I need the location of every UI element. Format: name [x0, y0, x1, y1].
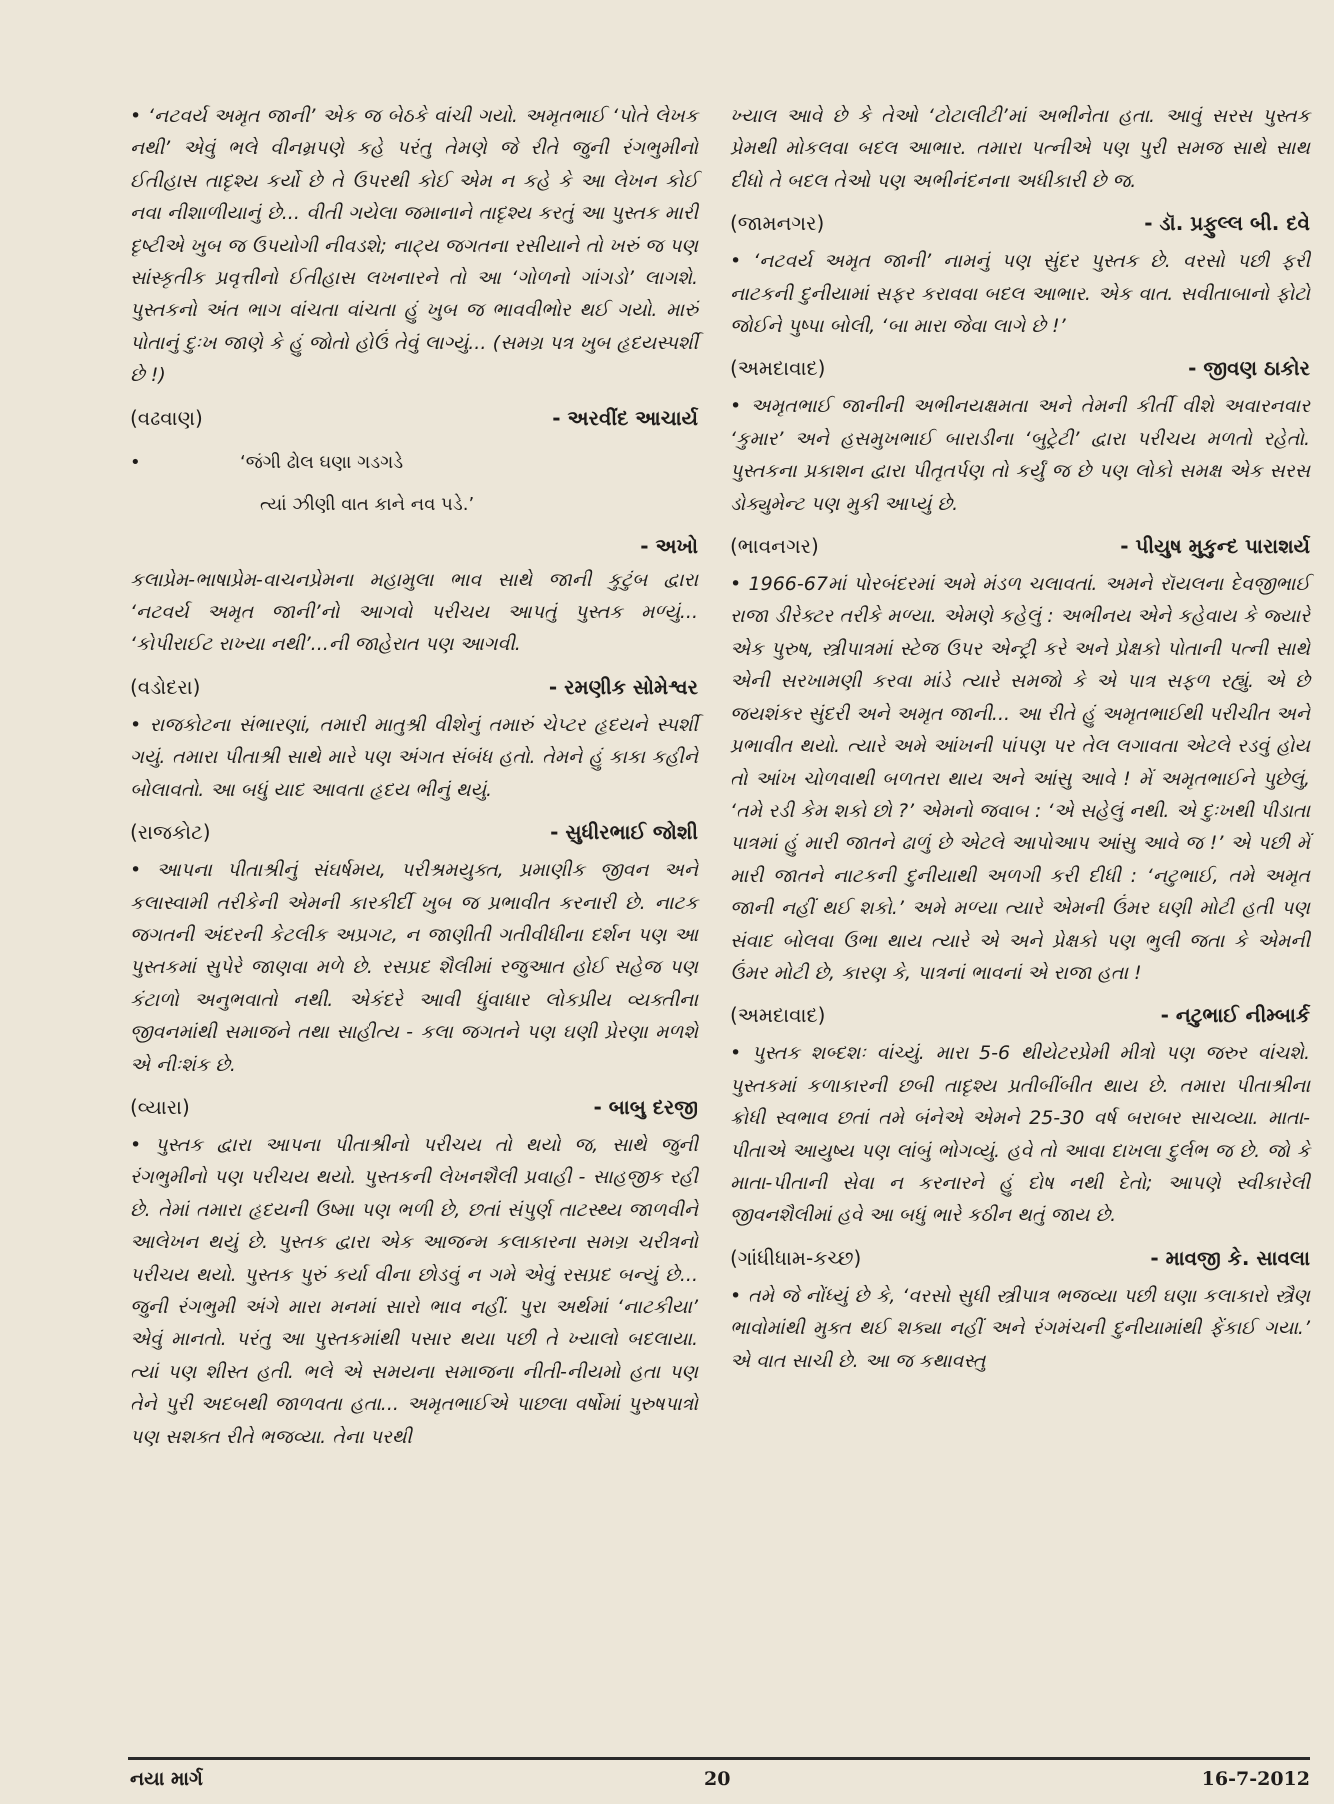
- letter-signature: [730, 209, 1310, 237]
- letter-paragraph: • તમે જે નોંધ્યું છે કે, ‘વરસો સુધી સ્ત્રીપાત્ર ભજવ્યા પછી ઘણા કલાકારો સ્ત્રૈણ ભાવોમાંથી મુક્ત થઈ શક્યા નહીં અને રંગમંચની દુનીયામાંથી ફેંકાઈ ગયા.’ એ વાત સાચી છે. આ જ કથાવસ્તુ: [730, 1284, 1310, 1372]
- page-number: 20: [704, 1768, 731, 1790]
- signature-place: (વ્યારા): [130, 1094, 190, 1119]
- signature-place: (વઢવાણ): [130, 405, 203, 430]
- letter-paragraph: • પુસ્તક શબ્દશઃ વાંચ્યું. મારા 5-6 થીયેટરપ્રેમી મીત્રો પણ જરુર વાંચશે. પુસ્તકમાં કળાકારની છબી તાદૃશ્ય પ્રતીબીંબીત થાય છે. તમારા પીતાશ્રીના ક્રોધી સ્વભાવ છતાં તમે બંનેએ એમને 25-30 વર્ષ બરાબર સાચવ્યા. માતા-પીતાએ આયુષ્ય પણ લાંબું ભોગવ્યું. હવે તો આવા દાખલા દુર્લભ જ છે. જો કે માતા-પીતાની સેવા ન કરનારને હું દોષ નથી દેતો; આપણે સ્વીકારેલી જીવનશૈલીમાં હવે આ બધું ભારે કઠીન થતું જાય છે.: [730, 1042, 1310, 1227]
- signature-name: - રમણીક સોમેશ્વર: [548, 674, 698, 699]
- poem-line: ત્યાં ઝીણી વાત કાને નવ પડે.’: [260, 493, 475, 515]
- letter-signature: [730, 1001, 1310, 1029]
- signature-name: - પીયુષ મુકુન્દ પારાશર્ય: [1120, 534, 1310, 559]
- signature-place: (ગાંધીધામ-કચ્છ): [730, 1245, 862, 1270]
- poem-bullet: •: [130, 451, 141, 473]
- signature-place: (જામનગર): [730, 211, 825, 236]
- poem-line: ‘જંગી ઢોલ ઘણા ગડગડે: [240, 451, 404, 473]
- issue-date: 16-7-2012: [1201, 1768, 1310, 1790]
- letter-signature: [730, 532, 1310, 560]
- letter-paragraph: ખ્યાલ આવે છે કે તેઓ ‘ટોટાલીટી’માં અભીનેતા હતા. આવું સરસ પુસ્તક પ્રેમથી મોકલવા બદલ આભાર. તમારા પત્નીએ પણ પુરી સમજ સાથે સાથ દીધો તે બદલ તેઓ પણ અભીનંદનના અધીકારી છે જ.: [730, 105, 1310, 192]
- signature-place: (અમદાવાદ): [730, 1003, 826, 1028]
- signature-name: - જીવણ ઠાકોર: [1188, 356, 1310, 381]
- signature-name: - બાબુ દરજી: [593, 1094, 698, 1119]
- letter-signature: [130, 818, 698, 846]
- letter-signature: [130, 673, 698, 701]
- signature-place: (રાજકોટ): [130, 820, 211, 845]
- signature-place: (ભાવનગર): [730, 534, 819, 559]
- publication-name: નયા માર્ગ: [130, 1768, 203, 1790]
- poem-signature: - અખો: [640, 533, 698, 558]
- poem-quote: [130, 442, 698, 526]
- letter-paragraph: • ‘નટવર્ય અમૃત જાની’ નામનું પણ સુંદર પુસ્તક છે. વરસો પછી ફરી નાટકની દુનીયામાં સફર કરાવવા બદલ આભાર. એક વાત. સવીતાબાનો ફોટો જોઈને પુષ્પા બોલી, ‘બા મારા જેવા લાગે છે !’: [730, 250, 1310, 338]
- left-column: [130, 100, 698, 1453]
- signature-place: (વડોદરા): [130, 674, 201, 699]
- signature-name: - માવજી કે. સાવલા: [1150, 1245, 1310, 1270]
- signature-place: (અમદાવાદ): [730, 356, 826, 381]
- letter-signature: [730, 354, 1310, 382]
- signature-name: - સુધીરભાઈ જોશી: [550, 820, 698, 845]
- page-footer: [130, 1768, 1310, 1794]
- footer-rule: [128, 1757, 1310, 1760]
- letter-paragraph: • પુસ્તક દ્વારા આપના પીતાશ્રીનો પરીચય તો થયો જ, સાથે જુની રંગભુમીનો પણ પરીચય થયો. પુસ્તકની લેખનશૈલી પ્રવાહી - સાહજીક રહી છે. તેમાં તમારા હૃદયની ઉષ્મા પણ ભળી છે, છતાં સંપુર્ણ તાટસ્થ્ય જાળવીને આલેખન થયું છે. પુસ્તક દ્વારા એક આજન્મ કલાકારના સમગ્ર ચરીત્રનો પરીચય થયો. પુસ્તક પુરું કર્યા વીના છોડવું ન ગમે એવું રસપ્રદ બન્યું છે... જુની રંગભુમી અંગે મારા મનમાં સારો ભાવ નહીં. પુરા અર્થમાં ‘નાટકીયા’ એવું માનતો. પરંતુ આ પુસ્તકમાંથી પસાર થયા પછી તે ખ્યાલો બદલાયા. ત્યાં પણ શીસ્ત હતી. ભલે એ સમયના સમાજના નીતી-નીયમો હતા પણ તેને પુરી અદબથી જાળવતા હતા... અમૃતભાઈએ પાછલા વર્ષોમાં પુરુષપાત્રો પણ સશક્ત રીતે ભજવ્યા. તેના પરથી: [130, 1133, 698, 1448]
- right-column: [730, 100, 1310, 1377]
- letter-paragraph: કલાપ્રેમ-ભાષાપ્રેમ-વાચનપ્રેમના મહામુલા ભાવ સાથે જાની કુટુંબ દ્વારા ‘નટવર્ય અમૃત જાની’નો આગવો પરીચય આપતું પુસ્તક મળ્યું... ‘કોપીરાઈટ રાખ્યા નથી’...ની જાહેરાત પણ આગવી.: [130, 568, 698, 656]
- letter-signature: [730, 1244, 1310, 1272]
- letter-signature: [130, 1093, 698, 1121]
- letter-paragraph: • રાજકોટના સંભારણાં, તમારી માતુશ્રી વીશેનું તમારું ચેપ્ટર હૃદયને સ્પર્શી ગયું. તમારા પીતાશ્રી સાથે મારે પણ અંગત સંબંધ હતો. તેમને હું કાકા કહીને બોલાવતો. આ બધું યાદ આવતા હૃદય ભીનું થયું.: [130, 713, 698, 801]
- letter-paragraph: • આપના પીતાશ્રીનું સંઘર્ષમય, પરીશ્રમયુક્ત, પ્રમાણીક જીવન અને કલાસ્વામી તરીકેની એમની કારકીર્દી ખુબ જ પ્રભાવીત કરનારી છે. નાટક જગતની અંદરની કેટલીક અપ્રગટ, ન જાણીતી ગતીવીધીના દર્શન પણ આ પુસ્તકમાં સુપેરે જાણવા મળે છે. રસપ્રદ શૈલીમાં રજુઆત હોઈ સહેજ પણ કંટાળો અનુભવાતો નથી. એકંદરે આવી ધુંવાધાર લોકપ્રીય વ્યક્તીના જીવનમાંથી સમાજને તથા સાહીત્ય - કલા જગતને પણ ઘણી પ્રેરણા મળશે એ નીઃશંક છે.: [130, 859, 698, 1076]
- signature-name: - નટુભાઈ નીમ્બાર્ક: [1160, 1003, 1310, 1028]
- letter-paragraph: • ‘નટવર્ય અમૃત જાની’ એક જ બેઠકે વાંચી ગયો. અમૃતભાઈ ‘પોતે લેખક નથી’ એવું ભલે વીનમ્રપણે કહે પરંતુ તેમણે જે રીતે જુની રંગભુમીનો ઈતીહાસ તાદૃશ્ય કર્યો છે તે ઉપરથી કોઈ એમ ન કહે કે આ લેખન કોઈ નવા નીશાળીયાનું છે... વીતી ગયેલા જમાનાને તાદૃશ્ય કરતું આ પુસ્તક મારી દૃષ્ટીએ ખુબ જ ઉપયોગી નીવડશે; નાટ્ય જગતના રસીયાને તો ખરું જ પણ સાંસ્કૃતીક પ્રવૃત્તીનો ઈતીહાસ લખનારને તો આ ‘ગોળનો ગાંગડો’ લાગશે. પુસ્તકનો અંત ભાગ વાંચતા વાંચતા હું ખુબ જ ભાવવીભોર થઈ ગયો. મારું પોતાનું દુઃખ જાણે કે હું જોતો હોઉં તેવું લાગ્યું... (સમગ્ર પત્ર ખુબ હૃદયસ્પર્શી છે !): [130, 105, 698, 387]
- signature-name: - અરવીંદ આચાર્ય: [552, 405, 698, 430]
- signature-name: - ડૉ. પ્રફુલ્લ બી. દવે: [1144, 211, 1310, 236]
- letter-signature: [130, 404, 698, 432]
- letter-paragraph: • અમૃતભાઈ જાનીની અભીનયક્ષમતા અને તેમની કીર્તી વીશે અવારનવાર ‘કુમાર’ અને હસમુખભાઈ બારાડીના ‘બુટ્રેટી’ દ્વારા પરીચય મળતો રહેતો. પુસ્તકના પ્રકાશન દ્વારા પીતૃતર્પણ તો કર્યું જ છે પણ લોકો સમક્ષ એક સરસ ડોક્યુમેન્ટ પણ મુકી આપ્યું છે.: [730, 395, 1310, 515]
- letter-paragraph: • 1966-67માં પોરબંદરમાં અમે મંડળ ચલાવતાં. અમને રૉયલના દેવજીભાઈ રાજા ડીરેક્ટર તરીકે મળ્યા. એમણે કહેલું : અભીનય એને કહેવાય કે જ્યારે એક પુરુષ, સ્ત્રીપાત્રમાં સ્ટેજ ઉપર એન્ટ્રી કરે અને પ્રેક્ષકો પોતાની પત્ની સાથે એની સરખામણી કરવા માંડે ત્યારે સમજો કે એ પાત્ર સફળ રહ્યું. એ છે જયશંકર સુંદરી અને અમૃત જાની... આ રીતે હું અમૃતભાઈથી પરીચીત અને પ્રભાવીત થયો. ત્યારે અમે આંખની પાંપણ પર તેલ લગાવતા એટલે રડવું હોય તો આંખ ચોળવાથી બળતરા થાય અને આંસુ આવે ! મેં અમૃતભાઈને પુછેલું, ‘તમે રડી કેમ શકો છો ?’ એમનો જવાબ : ‘એ સહેલું નથી. એ દુઃખથી પીડાતા પાત્રમાં હું મારી જાતને ઢાળું છે એટલે આપોઆપ આંસુ આવે જ !’ એ પછી મેં મારી જાતને નાટકની દુનીયાથી અળગી કરી દીધી : ‘નટુભાઈ, તમે અમૃત જાની નહીં થઈ શકો.’ અમે મળ્યા ત્યારે એમની ઉંમર ઘણી મોટી હતી પણ સંવાદ બોલવા ઉભા થાય ત્યારે એ અને પ્રેક્ષકો પણ ભુલી જતા કે એમની ઉંમર મોટી છે, કારણ કે, પાત્રનાં ભાવનાં એ રાજા હતા !: [730, 573, 1310, 984]
